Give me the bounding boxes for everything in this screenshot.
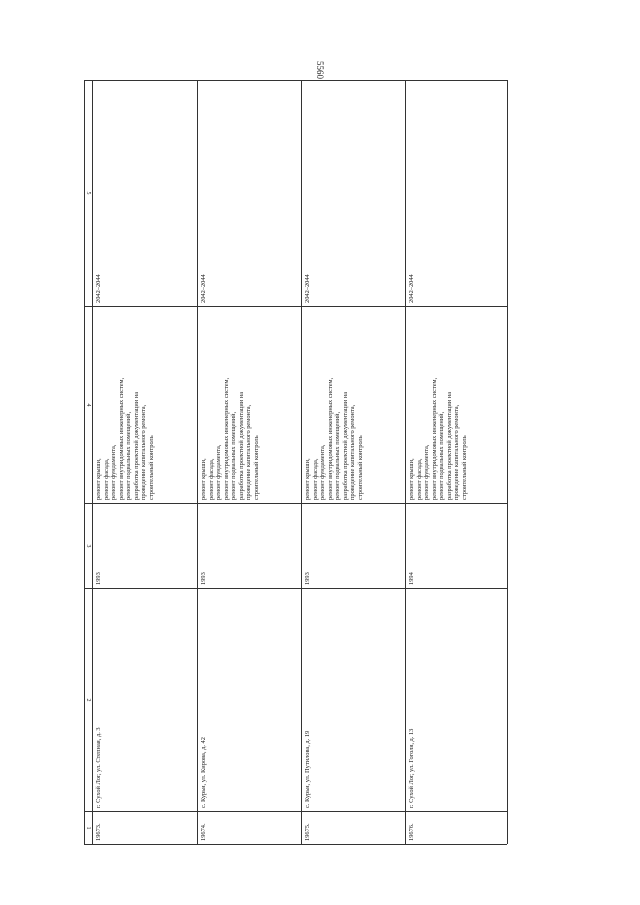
work-item: ремонт внутридомовых инженерных систем, (222, 377, 230, 500)
work-item: ремонт внутридомовых инженерных систем, (117, 377, 125, 500)
work-item: проведение капитального ремонта, (140, 404, 147, 500)
works-table: 1 2 3 4 5 19673. г. Сухой Лог, ул. Степная, д. 3 1993 ремонт крыши, ремонт фасада, ремонт фундамента, ремонт внутридомовых инженерных систем, ремонт подвальных помещений, разработка проектной документации на проведение капитального ремонта, строительный контроль 2042–2044 19674. с. Курьи, ул. Кирова, д. 42 1993 ремонт крыши, ремонт фасада, ремонт фундамента, ремонт внутридомовых инженерных систем, ремонт подвальных помещений, разработка проектной документации на проведение капитального ремонта, строительный контроль 2042–2044 19675. с. Курьи, ул. Путилова, д. 19 1993 ремонт крыши, ремонт фасада, ремонт фундамента, ремонт внутридомовых инженерных систем, ремонт подвальных помещений, разработка проектной документации на проведение капитального ремонта, строительный контроль 2042–2044 19676. г. Сухой Лог, ул. Гоголя, д. 13 1994 ремонт крыши, ремонт фасада, ремонт фундамента, ремонт внутридомовых инженерных систем, ремонт подвальных помещений, разработка проектной документации на проведение капитального ремонта, строительный контроль 2042–2044 (84, 80, 508, 844)
work-item: строительный контроль (147, 435, 155, 500)
row-divider (92, 80, 93, 844)
page-number-text: 5560 (315, 61, 325, 79)
row-divider (197, 80, 198, 844)
column-number: 1 (85, 826, 91, 829)
work-item: проведение капитального ремонта, (349, 404, 356, 500)
work-item: ремонт фасада, (415, 458, 423, 500)
column-divider (84, 306, 507, 307)
column-divider (84, 80, 507, 81)
column-number: 2 (85, 698, 91, 701)
work-item: проведение капитального ремонта, (245, 404, 252, 500)
column-number: 3 (85, 544, 91, 547)
work-item: ремонт фасада, (207, 458, 215, 500)
row-divider (301, 80, 302, 844)
work-item: ремонт фундамента, (319, 444, 326, 500)
work-item: ремонт внутридомовых инженерных систем, (430, 377, 438, 500)
work-item: ремонт крыши, (408, 458, 415, 500)
work-item: разработка проектной документации на (237, 391, 245, 500)
column-number-header (84, 80, 92, 844)
row-divider (84, 80, 85, 844)
work-item: ремонт внутридомовых инженерных систем, (326, 377, 334, 500)
column-divider (84, 844, 507, 845)
work-item: разработка проектной документации на (341, 391, 349, 500)
column-divider (84, 588, 507, 589)
work-item: ремонт крыши, (200, 458, 207, 500)
work-item: строительный контроль (460, 435, 468, 500)
work-item: проведение капитального ремонта, (453, 404, 460, 500)
work-item: разработка проектной документации на (132, 391, 140, 500)
work-item: ремонт фасада, (102, 458, 110, 500)
column-divider (84, 503, 507, 504)
work-item: ремонт подвальных помещений, (438, 411, 445, 500)
work-item: строительный контроль (252, 435, 260, 500)
work-item: ремонт фундамента, (423, 444, 430, 500)
work-item: ремонт фундамента, (110, 444, 117, 500)
work-item: ремонт подвальных помещений, (230, 411, 237, 500)
row-divider (405, 80, 406, 844)
column-number: 4 (85, 403, 91, 406)
work-item: ремонт крыши, (304, 458, 311, 500)
work-item: строительный контроль (356, 435, 364, 500)
column-divider (84, 811, 507, 812)
work-item: разработка проектной документации на (445, 391, 453, 500)
work-item: ремонт подвальных помещений, (125, 411, 132, 500)
work-item: ремонт крыши, (95, 458, 102, 500)
work-item: ремонт фундамента, (215, 444, 222, 500)
work-item: ремонт подвальных помещений, (334, 411, 341, 500)
work-item: ремонт фасада, (311, 458, 319, 500)
column-number: 5 (85, 191, 91, 195)
